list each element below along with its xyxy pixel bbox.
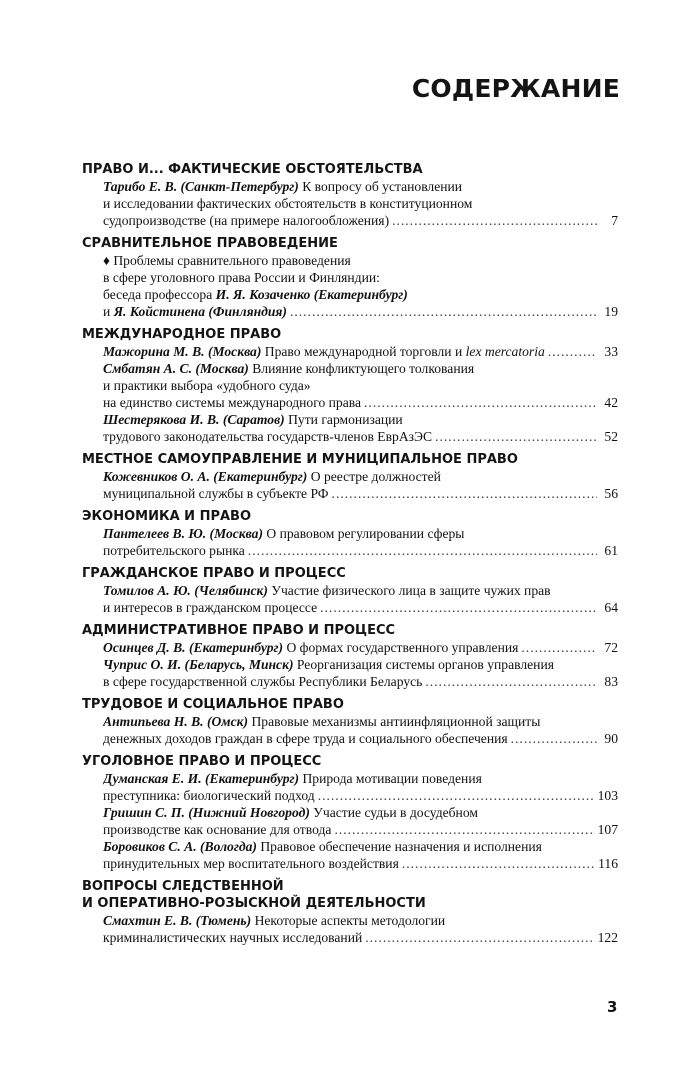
- entry-text: [103, 787, 315, 804]
- dot-leader: [290, 303, 597, 320]
- entry-title-text: муниципальной службы в субъекте РФ: [103, 486, 329, 501]
- entry-author: Мажорина М. В. (Москва): [103, 344, 262, 359]
- entry-page-number: 7: [611, 213, 618, 228]
- entry-last-line: [103, 212, 618, 229]
- entry-line: [103, 269, 618, 286]
- toc-section: [82, 326, 618, 445]
- toc-entry: [82, 252, 618, 320]
- entry-author: Шестерякова И. В. (Саратов): [103, 412, 285, 427]
- entry-last-line: [103, 673, 618, 690]
- toc-entry: [82, 343, 618, 360]
- entry-page-number: 33: [604, 344, 618, 359]
- entry-title-text: О правовом регулировании сферы: [263, 526, 465, 541]
- section-title: ТРУДОВОЕ И СОЦИАЛЬНОЕ ПРАВО: [82, 697, 344, 712]
- entry-line: [103, 286, 618, 303]
- section-title: МЕСТНОЕ САМОУПРАВЛЕНИЕ И МУНИЦИПАЛЬНОЕ ПРАВО: [82, 452, 518, 467]
- entry-last-line: [103, 394, 618, 411]
- entry-title-text: Право международной торговли и: [261, 344, 466, 359]
- toc-entry: [82, 411, 618, 445]
- entry-page-number: 107: [597, 822, 618, 837]
- page-title: СОДЕРЖАНИЕ: [411, 74, 620, 103]
- entry-author: Думанская Е. И. (Екатеринбург): [103, 771, 300, 786]
- entry-last-line: [103, 343, 618, 360]
- toc-entry: [82, 713, 618, 747]
- entry-page-number: 64: [604, 600, 618, 615]
- entry-title-text: О формах государственного управления: [283, 640, 519, 655]
- dot-leader: [365, 929, 594, 946]
- toc-entry: [82, 360, 618, 411]
- section-title: ПРАВО И... ФАКТИЧЕСКИЕ ОБСТОЯТЕЛЬСТВА: [82, 162, 423, 177]
- entry-text: [103, 599, 317, 616]
- section-title: МЕЖДУНАРОДНОЕ ПРАВО: [82, 327, 282, 342]
- entry-title-text: О реестре должностей: [307, 469, 441, 484]
- entry-page-number: 52: [604, 429, 618, 444]
- entry-page-number: 19: [604, 304, 618, 319]
- entry-author: Смахтин Е. В. (Тюмень): [103, 913, 252, 928]
- toc-entry: [82, 582, 618, 616]
- dot-leader: [320, 599, 597, 616]
- entry-last-line: [103, 639, 618, 656]
- entry-last-line: [103, 821, 618, 838]
- toc-section: [82, 161, 618, 229]
- entry-text: [103, 428, 432, 445]
- entry-author: Кожевников О. А. (Екатеринбург): [103, 469, 308, 484]
- toc-section: [82, 508, 618, 559]
- entry-author: Пантелеев В. Ю. (Москва): [103, 526, 263, 541]
- entry-page-number: 116: [598, 856, 618, 871]
- entry-line: [103, 770, 618, 787]
- entry-title-text: и: [103, 304, 114, 319]
- entry-text: [103, 303, 287, 320]
- section-title: УГОЛОВНОЕ ПРАВО И ПРОЦЕСС: [82, 754, 322, 769]
- entry-page-number: 122: [597, 930, 618, 945]
- dot-leader: [334, 821, 594, 838]
- entry-line: [103, 411, 618, 428]
- entry-text: [103, 485, 329, 502]
- section-title: И ОПЕРАТИВНО-РОЗЫСКНОЙ ДЕЯТЕЛЬНОСТИ: [82, 896, 426, 911]
- entry-title-text: денежных доходов граждан в сфере труда и социального обеспечения: [103, 731, 508, 746]
- section-title: ЭКОНОМИКА И ПРАВО: [82, 509, 252, 524]
- entry-author: И. Я. Козаченко (Екатеринбург): [215, 287, 408, 302]
- entry-title-text: на единство системы международного права: [103, 395, 362, 410]
- entry-title-text: в сфере уголовного права России и Финляндии:: [103, 270, 380, 285]
- entry-title-text: и исследовании фактических обстоятельств в конституционном: [103, 196, 473, 211]
- toc-entry: [82, 912, 618, 946]
- dot-leader: [332, 485, 597, 502]
- entry-author: Боровиков С. А. (Вологда): [103, 839, 257, 854]
- section-title: АДМИНИСТРАТИВНОЕ ПРАВО И ПРОЦЕСС: [82, 623, 396, 638]
- dot-leader: [392, 212, 597, 229]
- entry-title-text: ♦ Проблемы сравнительного правоведения: [103, 253, 351, 268]
- entry-title-text: Пути гармонизации: [284, 412, 403, 427]
- toc-entry: [82, 525, 618, 559]
- entry-author: Томилов А. Ю. (Челябинск): [103, 583, 268, 598]
- entry-title-text: Участие судьи в досудебном: [309, 805, 478, 820]
- entry-last-line: [103, 485, 618, 502]
- entry-author: Тарибо Е. В. (Санкт-Петербург): [103, 179, 299, 194]
- toc-section: [82, 451, 618, 502]
- entry-line: [103, 804, 618, 821]
- entry-line: [103, 525, 618, 542]
- dot-leader: [435, 428, 597, 445]
- entry-author: Гришин С. П. (Нижний Новгород): [103, 805, 310, 820]
- toc-entry: [82, 838, 618, 872]
- toc-entry: [82, 656, 618, 690]
- entry-page-number: 61: [604, 543, 618, 558]
- entry-line: [103, 178, 618, 195]
- section-title: ВОПРОСЫ СЛЕДСТВЕННОЙ: [82, 879, 284, 894]
- entry-title-text: Правовое обеспечение назначения и исполнения: [256, 839, 542, 854]
- entry-last-line: [103, 303, 618, 320]
- entry-title-text: Участие физического лица в защите чужих прав: [267, 583, 551, 598]
- dot-leader: [548, 343, 597, 360]
- entry-line: [103, 838, 618, 855]
- entry-last-line: [103, 730, 618, 747]
- entry-line: [103, 252, 618, 269]
- toc-section: [82, 565, 618, 616]
- entry-author: Осинцев Д. В. (Екатеринбург): [103, 640, 284, 655]
- entry-last-line: [103, 787, 618, 804]
- entry-text: [103, 394, 361, 411]
- entry-text: [103, 929, 362, 946]
- toc-section: [82, 878, 618, 946]
- entry-text: [103, 639, 518, 656]
- entry-last-line: [103, 929, 618, 946]
- toc-section: [82, 235, 618, 320]
- dot-leader: [318, 787, 595, 804]
- entry-last-line: [103, 542, 618, 559]
- toc-section: [82, 696, 618, 747]
- page-number: 3: [607, 998, 618, 1016]
- entry-title-text: беседа профессора: [103, 287, 216, 302]
- entry-line: [103, 713, 618, 730]
- entry-last-line: [103, 599, 618, 616]
- entry-title-text: Реорганизация системы органов управления: [293, 657, 554, 672]
- entry-text: [103, 730, 508, 747]
- entry-title-text: потребительского рынка: [103, 543, 245, 558]
- entry-page-number: 56: [604, 486, 618, 501]
- entry-text: [103, 855, 399, 872]
- dot-leader: [521, 639, 597, 656]
- toc-section: [82, 622, 618, 690]
- entry-title-text: Влияние конфликтующего толкования: [248, 361, 475, 376]
- entry-line: [103, 912, 618, 929]
- entry-author: Смбатян А. С. (Москва): [103, 361, 249, 376]
- toc-entry: [82, 804, 618, 838]
- entry-page-number: 103: [597, 788, 618, 803]
- entry-author: Антипьева Н. В. (Омск): [103, 714, 249, 729]
- entry-title-text: Природа мотивации поведения: [299, 771, 482, 786]
- entry-page-number: 72: [604, 640, 618, 655]
- entry-title-text: и интересов в гражданском процессе: [103, 600, 318, 615]
- entry-line: [103, 377, 618, 394]
- entry-title-text: принудительных мер воспитательного воздействия: [103, 856, 399, 871]
- toc-entry: [82, 468, 618, 502]
- entry-title-text: К вопросу об установлении: [298, 179, 463, 194]
- entry-line: [103, 360, 618, 377]
- dot-leader: [402, 855, 595, 872]
- toc-entry: [82, 178, 618, 229]
- entry-page-number: 42: [604, 395, 618, 410]
- entry-title-text: судопроизводстве (на примере налогообложения): [103, 213, 390, 228]
- entry-line: [103, 656, 618, 673]
- entry-text: [103, 821, 331, 838]
- entry-author: Чуприс О. И. (Беларусь, Минск): [103, 657, 294, 672]
- entry-text: [103, 212, 389, 229]
- entry-line: [103, 195, 618, 212]
- entry-line: [103, 582, 618, 599]
- toc-entry: [82, 639, 618, 656]
- entry-text: [103, 343, 545, 360]
- entry-text: [103, 673, 422, 690]
- entry-title-text: и практики выбора «удобного суда»: [103, 378, 311, 393]
- dot-leader: [248, 542, 597, 559]
- entry-page-number: 90: [604, 731, 618, 746]
- entry-title-text: криминалистических научных исследований: [103, 930, 363, 945]
- toc-section: [82, 753, 618, 872]
- section-title: ГРАЖДАНСКОЕ ПРАВО И ПРОЦЕСС: [82, 566, 346, 581]
- entry-last-line: [103, 855, 618, 872]
- dot-leader: [364, 394, 597, 411]
- entry-title-text: трудового законодательства государств-членов ЕврАзЭС: [103, 429, 433, 444]
- entry-latin-term: lex mercatoria: [465, 344, 545, 359]
- entry-line: [103, 468, 618, 485]
- toc-entry: [82, 770, 618, 804]
- dot-leader: [511, 730, 597, 747]
- entry-last-line: [103, 428, 618, 445]
- dot-leader: [425, 673, 597, 690]
- entry-author: Я. Койстинена (Финляндия): [113, 304, 287, 319]
- table-of-contents: [82, 161, 618, 946]
- entry-title-text: в сфере государственной службы Республики Беларусь: [103, 674, 423, 689]
- entry-title-text: Некоторые аспекты методологии: [251, 913, 446, 928]
- entry-page-number: 83: [604, 674, 618, 689]
- entry-text: [103, 542, 245, 559]
- entry-title-text: производстве как основание для отвода: [103, 822, 332, 837]
- entry-title-text: преступника: биологический подход: [103, 788, 315, 803]
- section-title: СРАВНИТЕЛЬНОЕ ПРАВОВЕДЕНИЕ: [82, 236, 338, 251]
- entry-title-text: Правовые механизмы антиинфляционной защиты: [248, 714, 541, 729]
